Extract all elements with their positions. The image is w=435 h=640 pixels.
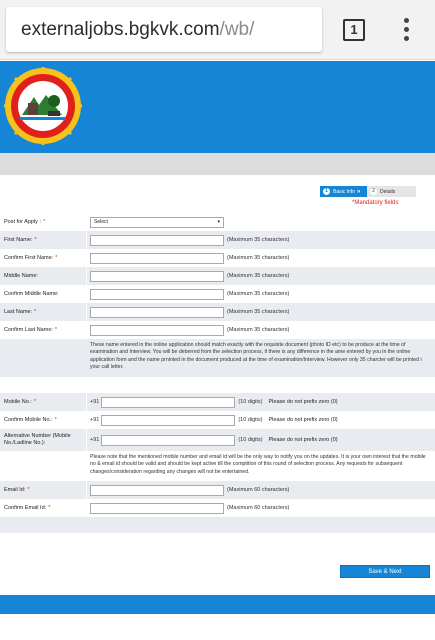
first-name-input[interactable] [90, 235, 224, 246]
field-label: First Name: * [4, 236, 37, 243]
field-label: Confirm Last Name: * [4, 326, 58, 333]
site-header [0, 61, 435, 153]
registration-form [0, 213, 435, 533]
form-row-middle-name [0, 267, 435, 285]
field-label: Mobile No.: * [4, 398, 36, 405]
header-divider-band [0, 153, 435, 175]
chevron-down-icon: ▾ [217, 219, 220, 225]
field-hint: (Maximum 35 characters) [227, 237, 290, 243]
browser-toolbar [0, 0, 435, 60]
form-row-confirm-first-name [0, 249, 435, 267]
no-zero-note: Please do not prefix zero (0) [268, 437, 338, 443]
step-details[interactable] [367, 186, 416, 197]
step-arrow-icon: » [356, 188, 361, 195]
country-code: +91 [90, 399, 100, 405]
field-hint: (Maximum 35 characters) [227, 273, 290, 279]
field-hint: (10 digits) [238, 437, 263, 443]
url-path: /wb/ [219, 18, 255, 40]
field-hint: (10 digits) [238, 417, 263, 423]
field-label: Email Id: * [4, 486, 30, 493]
post-select[interactable] [90, 217, 224, 228]
form-row-email [0, 481, 435, 499]
mandatory-fields-note: *Mandatory fields [352, 200, 399, 206]
form-row-confirm-mobile [0, 411, 435, 429]
middle-name-input[interactable] [90, 271, 224, 282]
overflow-menu-icon[interactable] [398, 16, 414, 44]
address-bar[interactable] [6, 7, 322, 52]
field-label: Confirm Email Id: * [4, 504, 51, 511]
tab-switcher-button[interactable]: 1 [343, 19, 365, 41]
field-hint: (Maximum 60 characters) [227, 505, 290, 511]
form-row-first-name [0, 231, 435, 249]
organization-logo [4, 67, 82, 145]
last-name-input[interactable] [90, 307, 224, 318]
field-hint: (Maximum 60 characters) [227, 487, 290, 493]
step-basic-info[interactable] [320, 186, 367, 197]
country-code: +91 [90, 417, 100, 423]
confirm-email-input[interactable] [90, 503, 224, 514]
field-label: Confirm Middle Name: [4, 290, 59, 297]
form-row-alternative-number [0, 429, 435, 451]
form-row-mobile [0, 393, 435, 411]
step-label: Details [380, 188, 396, 195]
mobile-input[interactable] [101, 397, 235, 408]
form-row-confirm-last-name [0, 321, 435, 339]
confirm-middle-name-input[interactable] [90, 289, 224, 300]
form-row-confirm-middle-name [0, 285, 435, 303]
confirm-first-name-input[interactable] [90, 253, 224, 264]
field-hint: (Maximum 35 characters) [227, 255, 290, 261]
field-hint: (Maximum 35 characters) [227, 327, 290, 333]
form-row-post [0, 213, 435, 231]
email-input[interactable] [90, 485, 224, 496]
no-zero-note: Please do not prefix zero (0) [268, 417, 338, 423]
url-host: externaljobs.bgkvk.com [21, 18, 220, 40]
form-steps [320, 186, 416, 197]
field-hint: (10 digits) [238, 399, 263, 405]
step-number: 2 [370, 188, 377, 195]
form-row-empty [0, 517, 435, 533]
save-next-button[interactable]: Save & Next [340, 565, 430, 578]
section-gap [0, 377, 435, 393]
form-row-last-name [0, 303, 435, 321]
contact-instructions: Please note that the mentioned mobile number and email id will be the only way to notify you on the updates. It is your own interest that the mobile no & email id should be valid and should be kept active till the comptition of this round of selection process. Any requests for subsequent changes/consideration regarding any changes will not be entertained. [0, 451, 435, 481]
field-label: Middle Name: [4, 272, 38, 279]
confirm-mobile-input[interactable] [101, 415, 235, 426]
step-number: 1 [323, 188, 330, 195]
step-label: Basic Info [333, 188, 355, 195]
field-label: Confirm First Name: * [4, 254, 58, 261]
field-label: Last Name: * [4, 308, 37, 315]
field-hint: (Maximum 35 characters) [227, 309, 290, 315]
confirm-last-name-input[interactable] [90, 325, 224, 336]
form-row-confirm-email [0, 499, 435, 517]
no-zero-note: Please do not prefix zero (0) [268, 399, 338, 405]
select-value: Select [94, 219, 108, 225]
field-hint: (Maximum 35 characters) [227, 291, 290, 297]
alternative-number-input[interactable] [101, 435, 235, 446]
country-code: +91 [90, 437, 100, 443]
name-instructions: These name entered in the online application should match exactly with the requisite document (photo ID etc) to be produce at the time of examination and Interview. You will be deberred from the selection process, if there is any difference in the ame entered by you in the online application form and the name prninted in the document produced at the time of examination/Interview. However only 35 charcter will be printed i your call letter. [0, 339, 435, 377]
field-label: Post for Apply : * [4, 218, 46, 225]
field-label: Confirm Mobile No.: * [4, 416, 57, 423]
site-footer [0, 595, 435, 614]
field-label: Alternative Number (Mobile No./Ladline No.): [4, 433, 71, 446]
